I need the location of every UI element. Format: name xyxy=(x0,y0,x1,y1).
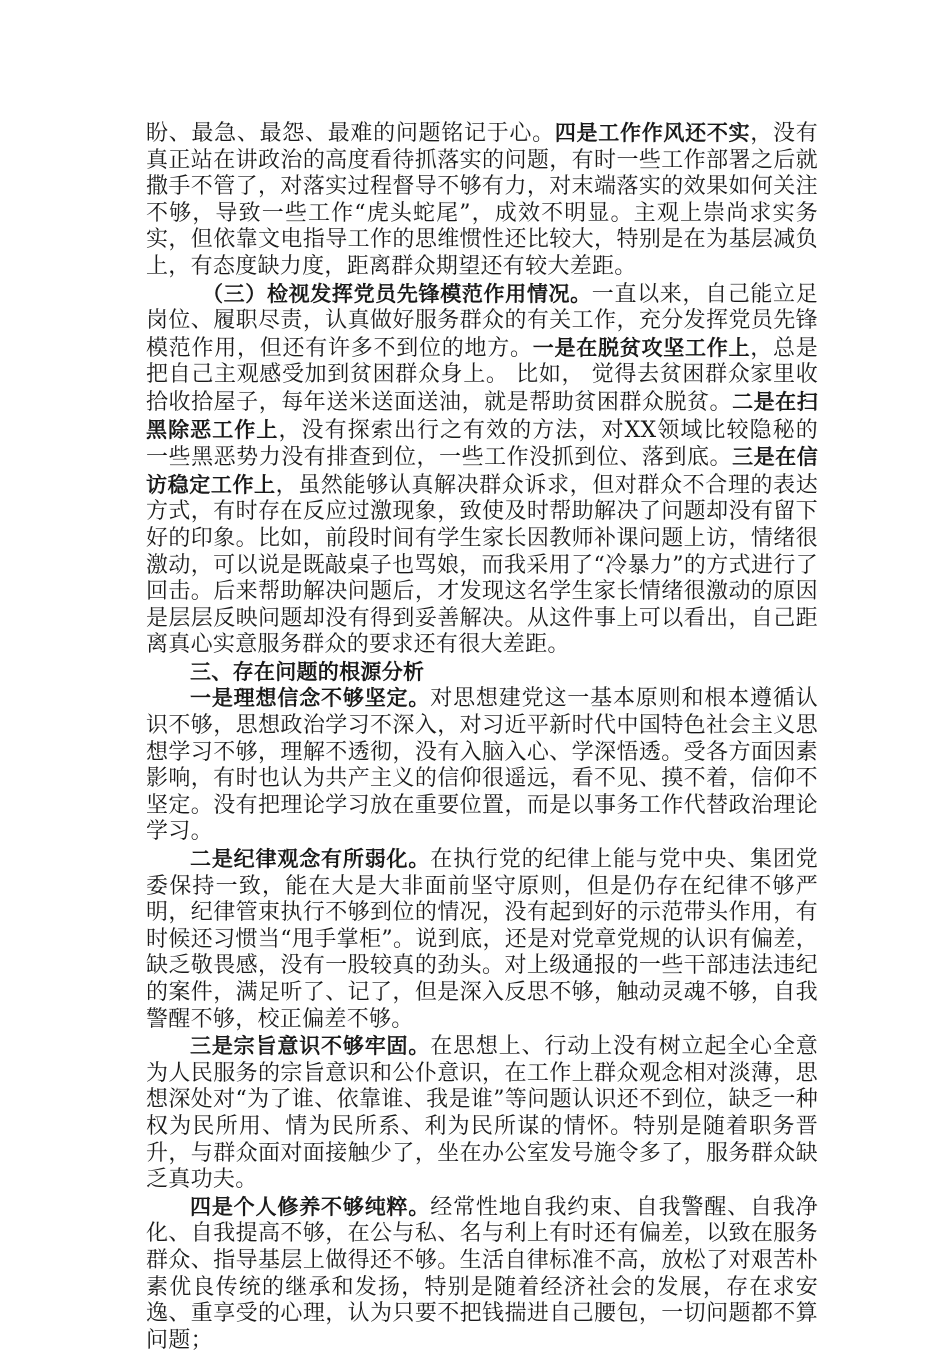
paragraph-purpose xyxy=(146,1033,818,1194)
text-segment: ，虽然能够认真解决群众诉求，但对群众不合理的表达方式，有时存在反应过激现象，致使及时帮助解决了问题却没有留下好的印象。比如，前段时间有学生家长因教师补课问题上访，情绪很激动，可以说是既敲桌子也骂娘，而我采用了“冷暴力”的方式进行了回击。后来帮助解决问题后，才发现这名学生家长情绪很激动的原因是层层反映问题却没有得到妥善解决。从这件事上可以看出，自己距离真心实意服务群众的要求还有很大差距。 xyxy=(146,472,818,658)
text-segment: 经常性地自我约束、自我警醒、自我净化、自我提高不够，在公与私、名与利上有时还有偏差，以致在服务群众、指导基层上做得还不够。生活自律标准不高，放松了对艰苦朴素优良传统的继承和发扬，特别是随着经济社会的发展，存在求安逸、重享受的心理，认为只要不把钱揣进自己腰包，一切问题都不算问题； xyxy=(146,1194,818,1353)
bold-segment: 一是在脱贫攻坚工作上 xyxy=(532,335,751,360)
paragraph-party-member-role xyxy=(146,281,818,659)
bold-segment: 四是工作作风还不实 xyxy=(554,121,751,145)
text-segment: ，总是把自己主观感受加到贫困群众身上。 比如， 觉得去贫困群众家里收拾收拾屋子，每年送米送面送油，就是帮助贫困群众脱贫。 xyxy=(146,335,818,415)
paragraph-self-cultivation xyxy=(146,1194,818,1354)
text-segment: 对思想建党这一基本原则和根本遵循认识不够，思想政治学习不深入，对习近平新时代中国特色社会主义思想学习不够，理解不透彻，没有入脑入心、学深悟透。受各方面因素影响，有时也认为共产主义的信仰很遥远，看不见、摸不着，信仰不坚定。没有把理论学习放在重要位置，而是以事务工作代替政治理论学习。 xyxy=(146,686,818,845)
text-segment: 盼、最急、最怨、最难的问题铭记于心。 xyxy=(146,121,555,146)
bold-segment: 三是宗旨意识不够牢固。 xyxy=(190,1034,431,1059)
text-segment: 在执行党的纪律上能与党中央、集团党委保持一致，能在大是大非面前坚守原则，但是仍存在纪律不够严明，纪律管束执行不够到位的情况，没有起到好的示范带头作用，有时候还习惯当“甩手掌柜”。说到底，还是对党章党规的认识有偏差，缺乏敬畏感，没有一股较真的劲头。对上级通报的一些干部违法违纪的案件，满足听了、记了，但是深入反思不够，触动灵魂不够，自我警醒不够，校正偏差不够。 xyxy=(146,847,818,1032)
paragraph-work-style xyxy=(146,120,818,281)
bold-segment: 二是在扫黑除恶工作上 xyxy=(146,389,819,442)
text-segment: ，没有探索出行之有效的方法，对XX领域比较隐秘的一些黑恶势力没有排查到位，一些工作没抓到位、落到底。 xyxy=(146,417,818,471)
text-segment: 一直以来，自己能立足岗位、履职尽责，认真做好服务群众的有关工作，充分发挥党员先锋模范作用，但还有许多不到位的地方。 xyxy=(146,281,818,361)
bold-segment: 四是个人修养不够纯粹。 xyxy=(190,1194,431,1219)
text-segment: 在思想上、行动上没有树立起全心全意为人民服务的宗旨意识和公仆意识，在工作上群众观念相对淡薄，思想深处对“为了谁、依靠谁、我是谁”等问题认识还不到位，缺乏一种权为民所用、情为民所系、利为民所谋的情怀。特别是随着职务晋升，与群众面对面接触少了，坐在办公室发号施令多了，服务群众缺乏真功夫。 xyxy=(146,1034,818,1193)
bold-segment: 二是纪律观念有所弱化。 xyxy=(190,847,431,872)
paragraph-ideals xyxy=(146,685,818,846)
section-subheading: （三）检视发挥党员先锋模范作用情况。 xyxy=(202,281,592,306)
bold-segment: 一是理想信念不够坚定。 xyxy=(190,686,431,711)
section-heading-root-cause: 三、存在问题的根源分析 xyxy=(190,659,425,684)
text-segment: ，没有真正站在讲政治的高度看待抓落实的问题，有时一些工作部署之后就撒手不管了，对落实过程督导不够有力，对末端落实的效果如何关注不够，导致一些工作“虎头蛇尾”，成效不明显。主观上崇尚求实务实，但依靠文电指导工作的思维惯性还比较大，特别是在为基层减负上，有态度缺力度，距离群众期望还有较大差距。 xyxy=(146,121,818,279)
bold-segment: 三是在信访稳定工作上 xyxy=(146,445,819,497)
paragraph-discipline xyxy=(146,846,818,1033)
document-body xyxy=(146,120,818,1354)
